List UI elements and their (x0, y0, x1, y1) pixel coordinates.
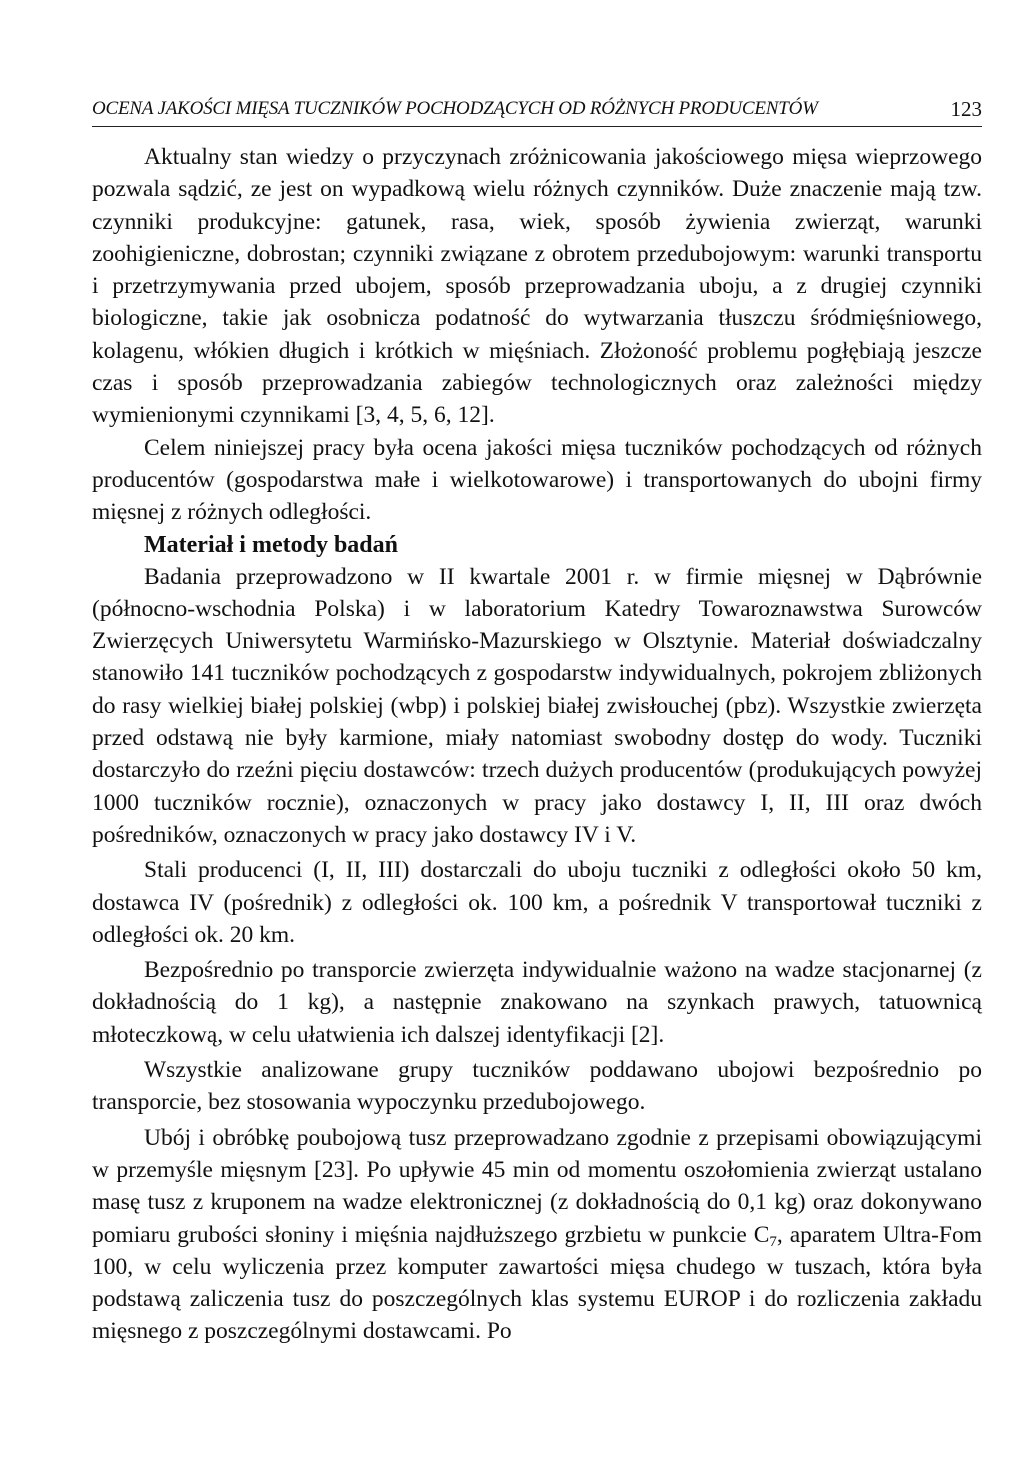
article-body (92, 141, 982, 1348)
running-header (92, 96, 982, 127)
paragraph-intro: Aktualny stan wiedzy o przyczynach zróżnicowania jakościowego mięsa wieprzowego pozwala sądzić, ze jest on wypadkową wielu różnych czynników. Duże znaczenie mają tzw. czynniki produkcyjne: gatunek, rasa, wiek, sposób żywienia zwierząt, warunki zoohigieniczne, dobrostan; czynniki związane z obrotem przedubojowym: warunki transportu i przetrzymywania przed ubojem, sposób przeprowadzania uboju, a z drugiej czynniki biologiczne, takie jak osobnicza podatność do wytwarzania tłuszczu śródmięśniowego, kolagenu, włókien długich i krótkich w mięśniach. Złożoność problemu pogłębiają jeszcze czas i sposób przeprowadzania zabiegów technologicznych oraz zależności między wymienionymi czynnikami [3, 4, 5, 6, 12]. (92, 144, 982, 429)
paragraph-carcass-processing (92, 1122, 982, 1348)
paragraph-material: Badania przeprowadzono w II kwartale 2001 r. w firmie mięsnej w Dąbrównie (północno-wschodnia Polska) i w laboratorium Katedry Towaroznawstwa Surowców Zwierzęcych Uniwersytetu Warmińsko-Mazurskiego w Olsztynie. Materiał doświadczalny stanowiło 141 tuczników pochodzących z gospodarstw indywidualnych, pokrojem zbliżonych do rasy wielkiej białej polskiej (wbp) i polskiej białej zwisłouchej (pbz). Wszystkie zwierzęta przed odstawą nie były karmione, miały natomiast swobodny dostęp do wody. Tuczniki dostarczyło do rzeźni pięciu dostawców: trzech dużych producentów (produkujących powyżej 1000 tuczników rocznie), oznaczonych w pracy jako dostawcy I, II, III oraz dwóch pośredników, oznaczonych w pracy jako dostawcy IV i V. (92, 563, 982, 848)
subscript-seven: 7 (769, 1233, 777, 1250)
running-title: OCENA JAKOŚCI MIĘSA TUCZNIKÓW POCHODZĄCYCH OD RÓŻNYCH PRODUCENTÓW (92, 98, 818, 119)
paragraph-weighing: Bezpośrednio po transporcie zwierzęta indywidualnie ważono na wadze stacjonarnej (z dokładnością do 1 kg), a następnie znakowano na szynkach prawych, tatuownicą młoteczkową, w celu ułatwienia ich dalszej identyfikacji [2]. (92, 957, 982, 1048)
paragraph-aim: Celem niniejszej pracy była ocena jakości mięsa tuczników pochodzących od różnych producentów (gospodarstwa małe i wielkotowarowe) i transportowanych do ubojni firmy mięsnej z różnych odległości. (92, 434, 982, 526)
section-heading-methods: Materiał i metody badań (144, 531, 398, 558)
carcass-text-part2: , aparatem Ultra-Fom 100, w celu wyliczenia przez komputer zawartości mięsa chudego w tuszach, która była podstawą zaliczenia tusz do poszczególnych klas systemu EUROP i do rozliczenia zakładu mięsnego z poszczególnymi dostawcami. Po (92, 1221, 982, 1345)
page-number: 123 (950, 97, 982, 121)
paragraph-distance: Stali producenci (I, II, III) dostarczali do uboju tuczniki z odległości około 50 km, dostawca IV (pośrednik) z odległości ok. 100 km, a pośrednik V transportował tuczniki z odległości ok. 20 km. (92, 857, 982, 948)
paragraph-slaughter-timing: Wszystkie analizowane grupy tuczników poddawano ubojowi bezpośrednio po transporcie, bez stosowania wypoczynku przedubojowego. (92, 1057, 982, 1116)
carcass-text-part1: Ubój i obróbkę poubojową tusz przeprowadzano zgodnie z przepisami obowiązującymi w przemyśle mięsnym [23]. Po upływie 45 min od momentu oszołomienia zwierząt ustalano masę tusz z kruponem na wadze elektronicznej (z dokładnością do 0,1 kg) oraz dokonywano pomiaru grubości słoniny i mięśnia najdłuższego grzbietu w punkcie C (92, 1124, 982, 1248)
document-page (92, 96, 982, 1348)
